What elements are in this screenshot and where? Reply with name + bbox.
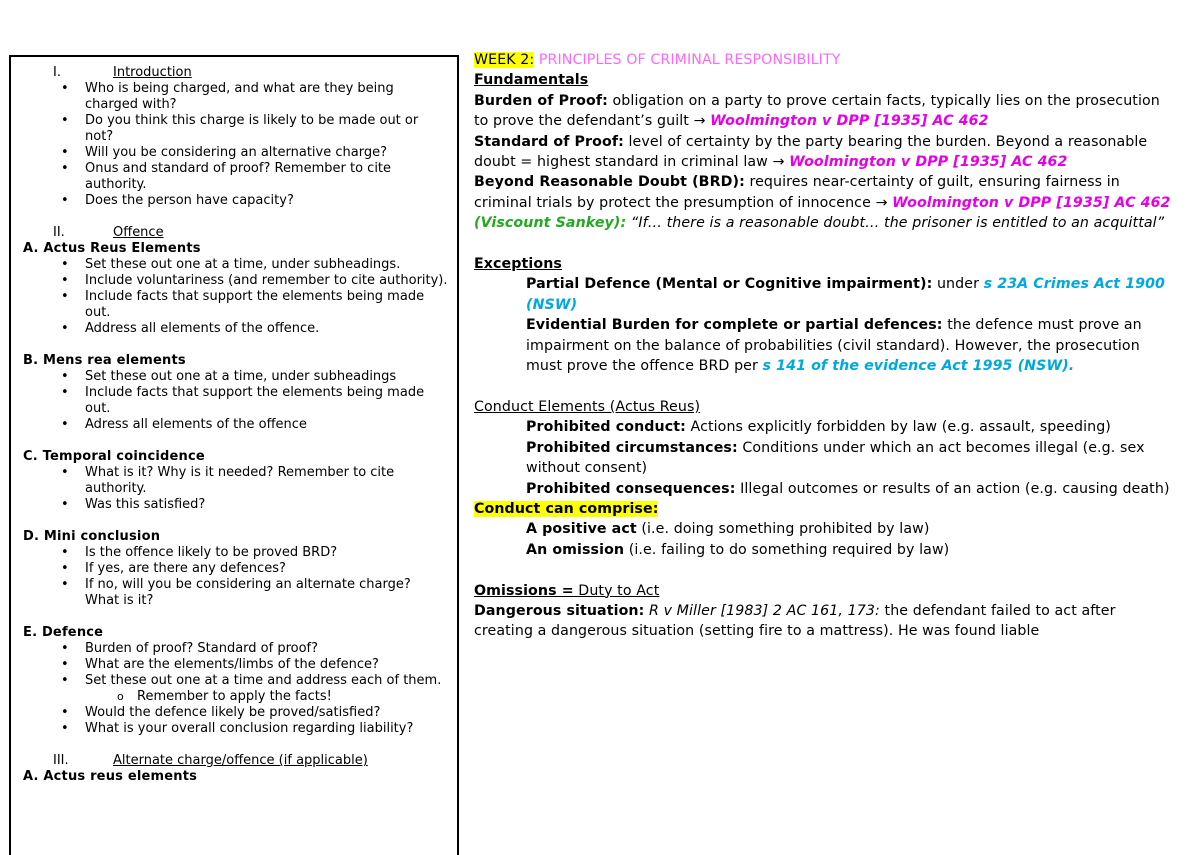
offence-heading: II. Offence	[53, 225, 164, 240]
list-item: • Do you think this charge is likely to be made out or not?	[85, 113, 449, 145]
list-item: • What are the elements/limbs of the defence?	[85, 657, 449, 673]
mens-list	[23, 369, 449, 433]
mini-conclusion-heading: D. Mini conclusion	[23, 529, 161, 544]
list-item: • Would the defence likely be proved/satisfied?	[85, 705, 449, 721]
notes-column	[474, 50, 1174, 642]
defence-heading: E. Defence	[23, 625, 104, 640]
exceptions-heading: Exceptions	[474, 256, 562, 273]
list-item: • Include facts that support the elements being made out.	[85, 289, 449, 321]
intro-heading: I. Introduction	[53, 65, 192, 80]
page-title: WEEK 2: PRINCIPLES OF CRIMINAL RESPONSIBILITY	[474, 52, 841, 68]
list-item: • Set these out one at a time and address each of them.	[85, 673, 449, 689]
list-item: • Adress all elements of the offence	[85, 417, 449, 433]
defence-list-2	[23, 705, 449, 737]
omissions-heading: Omissions = Duty to Act	[474, 582, 660, 599]
statute-citation: s 23A Crimes Act 1900 (NSW)	[526, 276, 1166, 313]
week-title: PRINCIPLES OF CRIMINAL RESPONSIBILITY	[534, 52, 841, 68]
fundamentals-heading: Fundamentals	[474, 72, 589, 89]
standard-of-proof: Standard of Proof: level of certainty by the party bearing the burden. Beyond a reasonable doubt = highest standard in criminal law → Woolmington v DPP [1935] AC 462	[474, 133, 1148, 171]
judge-name: (Viscount Sankey):	[474, 215, 627, 232]
defence-sublist	[23, 689, 449, 705]
partial-defence: Partial Defence (Mental or Cognitive impairment): under s 23A Crimes Act 1900 (NSW)	[526, 276, 1166, 313]
mini-list	[23, 545, 449, 609]
conduct-comprise-heading: Conduct can comprise:	[474, 500, 659, 517]
alternate-actus-heading: A. Actus reus elements	[23, 769, 198, 784]
case-citation: Woolmington v DPP [1935] AC 462	[789, 154, 1068, 171]
list-item: • Burden of proof? Standard of proof?	[85, 641, 449, 657]
list-item: • Include voluntariness (and remember to cite authority).	[85, 273, 449, 289]
quote: “If… there is a reasonable doubt… the prisoner is entitled to an acquittal”	[626, 215, 1165, 232]
list-item: • Include facts that support the elements being made out.	[85, 385, 449, 417]
temporal-list	[23, 465, 449, 513]
list-item: • Is the offence likely to be proved BRD?	[85, 545, 449, 561]
prohibited-consequences: Prohibited consequences: Illegal outcomes or results of an action (e.g. causing death)	[526, 480, 1170, 497]
dangerous-situation: Dangerous situation: R v Miller [1983] 2 AC 161, 173: the defendant failed to act after creating a dangerous situation (setting fire to a mattress). He was found liable	[474, 602, 1116, 640]
temporal-heading: C. Temporal coincidence	[23, 449, 205, 464]
list-item: • Address all elements of the offence.	[85, 321, 449, 337]
list-item: • Was this satisfied?	[85, 497, 449, 513]
list-item: • Onus and standard of proof? Remember to cite authority.	[85, 161, 449, 193]
list-item: • What is it? Why is it needed? Remember to cite authority.	[85, 465, 449, 497]
conduct-heading: Conduct Elements (Actus Reus)	[474, 398, 701, 415]
defence-list	[23, 641, 449, 689]
positive-act: A positive act (i.e. doing something prohibited by law)	[526, 521, 930, 538]
statute-citation: s 141 of the evidence Act 1995 (NSW).	[762, 358, 1075, 375]
list-item: • If no, will you be considering an alternate charge? What is it?	[85, 577, 449, 609]
prohibited-circumstances: Prohibited circumstances: Conditions under which an act becomes illegal (e.g. sex without consent)	[526, 439, 1145, 477]
burden-of-proof: Burden of Proof: obligation on a party to prove certain facts, typically lies on the prosecution to prove the defendant’s guilt → Woolmington v DPP [1935] AC 462	[474, 92, 1160, 130]
list-item: • Who is being charged, and what are they being charged with?	[85, 81, 449, 113]
prohibited-conduct: Prohibited conduct: Actions explicitly forbidden by law (e.g. assault, speeding)	[526, 419, 1111, 436]
omission: An omission (i.e. failing to do something required by law)	[526, 541, 950, 558]
actus-list	[23, 257, 449, 337]
list-item: • If yes, are there any defences?	[85, 561, 449, 577]
list-item: • Set these out one at a time, under subheadings	[85, 369, 449, 385]
mens-rea-heading: B. Mens rea elements	[23, 353, 186, 368]
beyond-reasonable-doubt: Beyond Reasonable Doubt (BRD): requires near-certainty of guilt, ensuring fairness in criminal trials by protect the presumption of innocence → Woolmington v DPP [1935] AC 462 (Viscount Sankey): “If… there is a reasonable doubt… the prisoner is entitled to an acquittal”	[474, 174, 1171, 232]
list-item: o Remember to apply the facts!	[137, 689, 449, 705]
alternate-heading: III. Alternate charge/offence (if applicable)	[53, 753, 368, 768]
list-item: • Will you be considering an alternative charge?	[85, 145, 449, 161]
case-citation: R v Miller [1983] 2 AC 161, 173:	[644, 602, 880, 619]
case-citation: Woolmington v DPP [1935] AC 462	[710, 113, 989, 130]
list-item: • What is your overall conclusion regarding liability?	[85, 721, 449, 737]
list-item: • Does the person have capacity?	[85, 193, 449, 209]
week-label: WEEK 2	[474, 52, 530, 68]
actus-reus-heading: A. Actus Reus Elements	[23, 241, 201, 256]
list-item: • Set these out one at a time, under subheadings.	[85, 257, 449, 273]
evidential-burden: Evidential Burden for complete or partial defences: the defence must prove an impairment on the balance of probabilities (civil standard). However, the prosecution must prove the offence BRD per s 141 of the evidence Act 1995 (NSW).	[526, 317, 1142, 375]
case-citation: Woolmington v DPP [1935] AC 462	[892, 194, 1171, 211]
checklist-box	[9, 55, 459, 855]
intro-list	[23, 81, 449, 209]
